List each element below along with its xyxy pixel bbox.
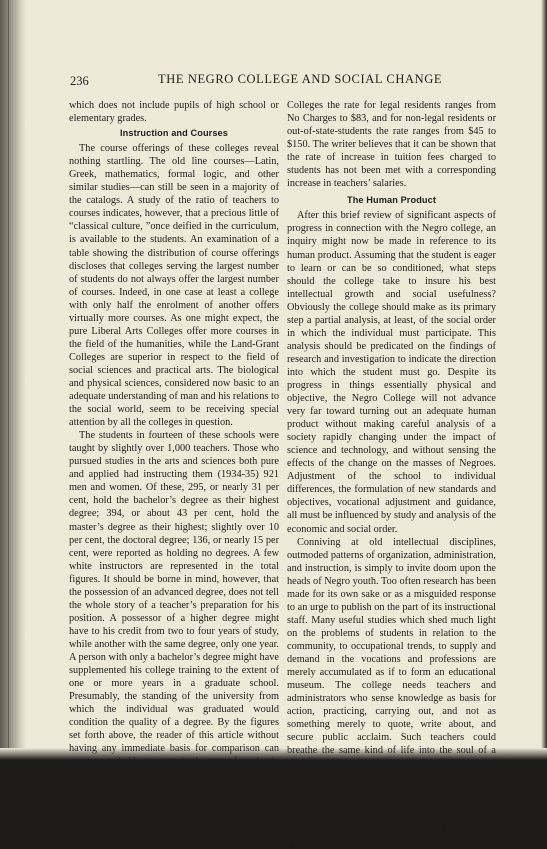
paragraph-course-offerings: The course offerings of these colleges reveal nothing startling. The old line courses—Latin, Greek, mathematics, formal logic, and other similar studies—can still be seen in a majority of the catalogs. A study of the ratio of teachers to courses indicates, however, that a precious little of “classical culture, ”once deified in the curriculum, is available to the students. An examination of a table showing the distribution of course offerings discloses that colleges serving the largest number of students do not always offer the largest number of courses. Indeed, in one case at least a college with only half the enrolment of another offers virtually more courses. As one might expect, the pure Liberal Arts Colleges offer more courses in the field of the humanities, while the Land-Grant Colleges are superior in respect to the field of social sciences and practical arts. The biological and physical sciences, considered now basic to an adequate understanding of man and his relations to the social world, seem to be receiving special attention by all the colleges in question.	[69, 143, 279, 429]
paragraph-conniving: Conniving at old intellectual disciplines, outmoded patterns of organization, administration, and instruction, is simply to invite doom upon the heads of Negro youth. Too often research has been made for its own sake or as a misguided response to an urge to publish on the part of its instructional staff. Many useful studies which shed much light on the problems of students in relation to the community, to occupational trends, to supply and demand in the vocations and professions are merely accumulated as if to form an educational museum. The college needs teachers and administrators who sense knowledge as basis for action, practicing, carrying out, and not as something merely to quote, write about, and secure public acclaim. Such teachers could breathe the same kind of life into the soul of a student and mold a human product more capable of use by the nation because more useful to the nation.	[287, 536, 496, 796]
paragraph-tuition: For the instruction provided by these teachers, students pay tuition fees ranging from $75 to $150 in eleven private colleges. For the State	[69, 782, 279, 820]
right-column	[287, 99, 496, 849]
section-heading-human-product: The Human Product	[347, 195, 436, 206]
left-column	[69, 99, 279, 821]
page-edge-right	[541, 0, 547, 760]
binding-crease	[8, 0, 9, 760]
section-heading-instruction: Instruction and Courses	[120, 128, 228, 139]
paragraph-inquiry: After this brief review of significant aspects of progress in connection with the Negro college, an inquiry might now be made in reference to its human product. Assuming that the student is eager to learn or can be so conditioned, what steps should the college take to insure his best intellectual growth and social usefulness? Obviously the college should make as its primary step a partial analysis, at least, of the social order in which the individual must participate. This analysis should be predicated on the findings of research and investigation to indicate the direction into which the student must go. Despite its progress in things essentially physical and objective, the Negro College will not advance very far toward turning out an adequate human product without making careful analysis of a society rapidly changing under the impact of science and technology, and without sensing the effects of the change on the masses of Negroes. Adjustment of the school to individual differences, the formulation of new standards and objectives, vocational adjustment and guidance, all must be influenced by study and analysis of the economic and social order.	[287, 210, 496, 535]
paragraph-teachers: The students in fourteen of these schools were taught by slightly over 1,000 teachers. Those who pursued studies in the arts and sciences both pure and applied had instructing them (1934-35) 921 men and women. Of these, 295, or nearly 31 per cent, hold the bachelor’s degree as their highest degree; 394, or about 43 per cent, hold the master’s degree as their highest; slightly over 10 per cent, the doctoral degree; 136, or nearly 15 per cent, were reported as holding no degrees. A few white instructors are represented in the total figures. It should be borne in mind, however, that the possession of an advanced degree, does not tell the whole story of a teacher’s preparation for his position. A possessor of a higher degree might have to his credit from two to four years of study, while another with the same degree, only one year. A person with only a bachelor’s degree might have supplemented his college training to the extent of one or more years in a graduate school. Presumably, the standing of the university from which the individual was graduated would condition the quality of a degree. By the figures set forth above, the reader of this article without having any immediate basis for comparison can sense remarkable progress in the area of academic preparation of Negro college instructors.	[69, 430, 279, 781]
paragraph-intro-right: Colleges the rate for legal residents ranges from No Charges to $83, and for non-legal residents or out-of-state-students the rate ranges from $45 to $150. The writer believes that it can be shown that the rate of increase in tuition fees charged to students has not been met with a corresponding increase in teachers’ salaries.	[287, 100, 496, 190]
book-binding-shadow	[0, 0, 26, 760]
page-number: 236	[70, 74, 89, 88]
paragraph-intro-left: which does not include pupils of high school or elementary grades.	[69, 100, 279, 125]
paragraph-curricula: Curricula are fine and indispensable only as means and instruments toward the end to which Negro youth must be guided. Teachers whose education never transcended the curriculum will	[287, 797, 496, 848]
running-title: THE NEGRO COLLEGE AND SOCIAL CHANGE	[158, 72, 443, 86]
